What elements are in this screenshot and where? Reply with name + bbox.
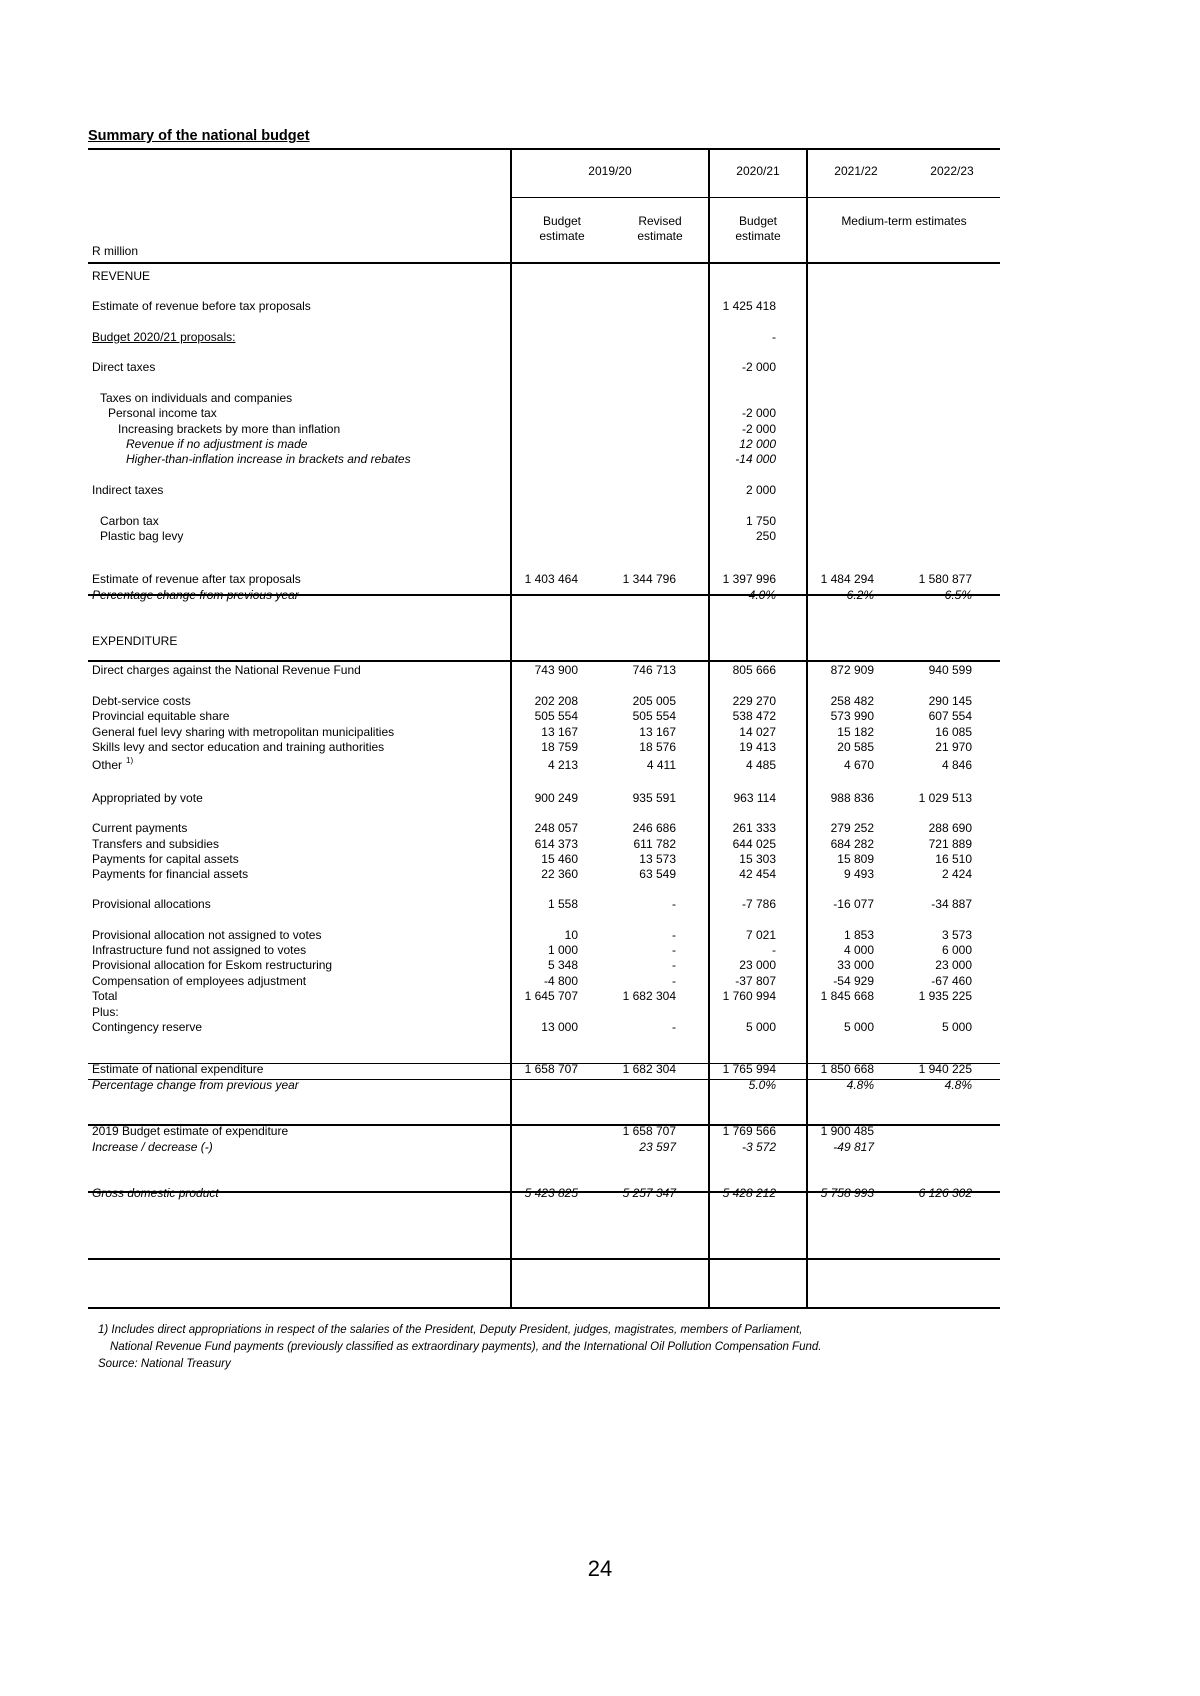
table-row [88, 1004, 1000, 1020]
table-row [88, 820, 1000, 836]
cell-value: 538 472 [732, 709, 776, 723]
cell-value: 1 000 [547, 943, 578, 957]
cell-value: 13 573 [639, 852, 676, 866]
cell-value: -37 807 [735, 974, 776, 988]
cell-value: 4 411 [646, 758, 676, 772]
table-row [88, 421, 1000, 437]
table-row [88, 1139, 1000, 1155]
row-label: Total [92, 989, 118, 1003]
cell-value: 1 425 418 [722, 299, 776, 313]
footnote-1: 1) Includes direct appropriations in respect of the salaries of the President, Deputy President, judges, magistrates, members of Parliament, [98, 1324, 803, 1336]
row-label: Percentage change from previous year [92, 1078, 299, 1092]
table-row [88, 836, 1000, 852]
cell-value: 746 713 [632, 663, 676, 677]
row-label: Current payments [92, 821, 188, 835]
sub-budget-estimate-2019: Budget estimate [539, 214, 585, 243]
cell-value: 4.8% [846, 1078, 874, 1092]
cell-value: 4 000 [843, 943, 874, 957]
cell-value: -3 572 [741, 1140, 776, 1154]
table-row [88, 451, 1000, 467]
table-row [88, 436, 1000, 452]
cell-value: 5 758 993 [820, 1186, 874, 1200]
cell-value: 202 208 [534, 694, 578, 708]
row-label: Estimate of revenue before tax proposals [92, 299, 311, 313]
table-row [88, 896, 1000, 912]
table-row [88, 942, 1000, 958]
cell-value: 288 690 [928, 821, 972, 835]
cell-value: 6 000 [941, 943, 972, 957]
table-row [88, 693, 1000, 709]
row-label: Taxes on individuals and companies [100, 391, 293, 405]
cell-value: 205 005 [632, 694, 676, 708]
cell-value: 805 666 [732, 663, 776, 677]
cell-value: - [672, 958, 676, 972]
cell-value: 5 428 212 [722, 1186, 776, 1200]
footnote-source: Source: National Treasury [98, 1358, 231, 1370]
cell-value: 7 021 [745, 928, 776, 942]
footnotes [98, 1322, 821, 1373]
table-row [88, 571, 1000, 587]
cell-value: 14 027 [739, 725, 776, 739]
cell-value: 18 576 [639, 740, 676, 754]
table-row [88, 724, 1000, 740]
row-label: Transfers and subsidies [92, 837, 219, 851]
table-row [88, 973, 1000, 989]
cell-value: 1 558 [547, 897, 578, 911]
row-label: Revenue if no adjustment is made [126, 437, 308, 451]
cell-value: 2 424 [941, 867, 972, 881]
row-label: REVENUE [92, 269, 151, 283]
cell-value: 644 025 [732, 837, 776, 851]
cell-value: 33 000 [837, 958, 874, 972]
cell-value: 743 900 [534, 663, 578, 677]
row-label: Provincial equitable share [92, 709, 230, 723]
row-label: Provisional allocation for Eskom restructuring [92, 958, 333, 972]
cell-value: 573 990 [830, 709, 874, 723]
table-row [88, 359, 1000, 375]
cell-value: -7 786 [741, 897, 776, 911]
budget-table [88, 148, 1000, 1309]
cell-value: 1 769 566 [722, 1124, 776, 1138]
cell-value: 246 686 [632, 821, 676, 835]
cell-value: 1 682 304 [622, 1062, 676, 1076]
row-label: Personal income tax [108, 406, 217, 420]
cell-value: 3 573 [941, 928, 972, 942]
cell-value: 15 182 [837, 725, 874, 739]
cell-value: 4 846 [941, 758, 972, 772]
row-label: Infrastructure fund not assigned to votes [92, 943, 307, 957]
row-label: Indirect taxes [92, 483, 164, 497]
page-title: Summary of the national budget [88, 128, 310, 144]
cell-value: 15 303 [739, 852, 776, 866]
table-row [88, 757, 1000, 773]
cell-value: 607 554 [928, 709, 972, 723]
cell-value: 1 760 994 [722, 989, 776, 1003]
table-row [88, 390, 1000, 406]
row-label: Direct charges against the National Revenue Fund [92, 663, 361, 677]
cell-value: 16 510 [935, 852, 972, 866]
cell-value: 15 460 [541, 852, 578, 866]
table-row [88, 739, 1000, 755]
row-label: EXPENDITURE [92, 634, 178, 648]
table-row [88, 708, 1000, 724]
row-label: Plus: [92, 1005, 119, 1019]
table-row [88, 298, 1000, 314]
table-row [88, 866, 1000, 882]
cell-value: 872 909 [830, 663, 874, 677]
row-label: Plastic bag levy [100, 529, 184, 543]
rule-bottom [88, 1307, 1000, 1309]
cell-value: 684 282 [830, 837, 874, 851]
cell-value: 1 344 796 [622, 572, 676, 586]
cell-value: 611 782 [633, 837, 676, 851]
cell-value: 22 360 [541, 867, 578, 881]
table-row [88, 268, 1000, 284]
row-label: Provisional allocations [92, 897, 211, 911]
footnote-marker: 1) [126, 756, 134, 765]
cell-value: 4.8% [944, 1078, 972, 1092]
row-label: Percentage change from previous year [92, 588, 299, 602]
cell-value: 1 645 707 [524, 989, 578, 1003]
cell-value: 13 167 [541, 725, 578, 739]
cell-value: 5 000 [941, 1020, 972, 1034]
table-row [88, 513, 1000, 529]
table-row [88, 988, 1000, 1004]
cell-value: 1 900 485 [820, 1124, 874, 1138]
cell-value: 4.0% [748, 588, 776, 602]
cell-value: 13 167 [639, 725, 676, 739]
cell-value: 1 845 668 [820, 989, 874, 1003]
row-label: Estimate of national expenditure [92, 1062, 264, 1076]
row-label: Payments for financial assets [92, 867, 249, 881]
cell-value: 5 348 [547, 958, 578, 972]
table-row [88, 1077, 1000, 1093]
cell-value: 505 554 [632, 709, 676, 723]
table-row [88, 482, 1000, 498]
cell-value: 1 580 877 [918, 572, 972, 586]
rule-year-header [512, 197, 1000, 198]
rule-header-bottom [88, 262, 1000, 264]
table-row [88, 662, 1000, 678]
cell-value: - [672, 974, 676, 988]
cell-value: -4 800 [543, 974, 578, 988]
row-label: Debt-service costs [92, 694, 191, 708]
cell-value: 261 333 [732, 821, 776, 835]
row-label: Direct taxes [92, 360, 156, 374]
cell-value: -2 000 [741, 406, 776, 420]
row-label: Appropriated by vote [92, 791, 203, 805]
row-label: 2019 Budget estimate of expenditure [92, 1124, 289, 1138]
row-label: Carbon tax [100, 514, 159, 528]
cell-value: 614 373 [534, 837, 578, 851]
cell-value: 6 126 302 [918, 1186, 972, 1200]
cell-value: 721 889 [928, 837, 972, 851]
cell-value: 935 591 [632, 791, 676, 805]
row-label: Contingency reserve [92, 1020, 203, 1034]
cell-value: 23 597 [639, 1140, 676, 1154]
row-label: Skills levy and sector education and training authorities [92, 740, 385, 754]
row-label: Compensation of employees adjustment [92, 974, 307, 988]
cell-value: 1 935 225 [918, 989, 972, 1003]
cell-value: 5 000 [843, 1020, 874, 1034]
cell-value: 23 000 [935, 958, 972, 972]
cell-value: 10 [564, 928, 578, 942]
cell-value: -2 000 [741, 360, 776, 374]
row-label: Budget 2020/21 proposals: [92, 330, 236, 344]
footnote-1-cont: National Revenue Fund payments (previously classified as extraordinary payments), and the International Oil Pollution Compensation Fund. [110, 1341, 822, 1353]
cell-value: 4 213 [547, 758, 578, 772]
row-label: Provisional allocation not assigned to votes [92, 928, 322, 942]
cell-value: 42 454 [739, 867, 776, 881]
cell-value: 19 413 [739, 740, 776, 754]
cell-value: 1 682 304 [622, 989, 676, 1003]
cell-value: 1 484 294 [820, 572, 874, 586]
cell-value: 1 397 996 [722, 572, 776, 586]
cell-value: 1 850 668 [820, 1062, 874, 1076]
table-row [88, 1185, 1000, 1201]
unit-label: R million [92, 244, 139, 258]
sub-budget-estimate-2020: Budget estimate [735, 214, 781, 243]
cell-value: - [772, 330, 776, 344]
table-row [88, 1123, 1000, 1139]
cell-value: 5 423 825 [524, 1186, 578, 1200]
cell-value: - [672, 928, 676, 942]
cell-value: 1 940 225 [918, 1062, 972, 1076]
cell-value: 1 658 707 [622, 1124, 676, 1138]
table-row [88, 927, 1000, 943]
cell-value: 900 249 [534, 791, 578, 805]
cell-value: 6.2% [846, 588, 874, 602]
cell-value: 248 057 [534, 821, 578, 835]
row-label: Other [92, 758, 123, 772]
cell-value: -2 000 [741, 422, 776, 436]
sub-revised-estimate-2019: Revised estimate [637, 214, 683, 243]
cell-value: -67 460 [931, 974, 972, 988]
year-2021-22: 2021/22 [834, 164, 878, 178]
cell-value: 21 970 [935, 740, 972, 754]
cell-value: 258 482 [830, 694, 874, 708]
cell-value: -16 077 [833, 897, 874, 911]
cell-value: 279 252 [830, 821, 874, 835]
cell-value: 290 145 [928, 694, 972, 708]
year-2020-21: 2020/21 [736, 164, 780, 178]
year-2022-23: 2022/23 [930, 164, 974, 178]
cell-value: 1 658 707 [524, 1062, 578, 1076]
table-row [88, 329, 1000, 345]
cell-value: 4 670 [843, 758, 874, 772]
cell-value: 1 750 [745, 514, 776, 528]
cell-value: - [772, 943, 776, 957]
cell-value: -34 887 [931, 897, 972, 911]
cell-value: - [672, 943, 676, 957]
row-label: Estimate of revenue after tax proposals [92, 572, 301, 586]
cell-value: - [672, 1020, 676, 1034]
rule-top [88, 148, 1000, 150]
row-label: General fuel levy sharing with metropolitan municipalities [92, 725, 395, 739]
sub-medium-term-estimates: Medium-term estimates [841, 214, 967, 228]
cell-value: 5.0% [748, 1078, 776, 1092]
table-row [88, 957, 1000, 973]
table-row [88, 1061, 1000, 1077]
cell-value: 4 485 [745, 758, 776, 772]
cell-value: 16 085 [935, 725, 972, 739]
cell-value: 9 493 [843, 867, 874, 881]
cell-value: 963 114 [733, 791, 776, 805]
table-row [88, 851, 1000, 867]
row-label: Higher-than-inflation increase in brackets and rebates [126, 452, 411, 466]
table-row [88, 405, 1000, 421]
cell-value: 988 836 [830, 791, 874, 805]
cell-value: 12 000 [739, 437, 776, 451]
table-row [88, 790, 1000, 806]
cell-value: 1 853 [843, 928, 874, 942]
table-row [88, 1019, 1000, 1035]
cell-value: -54 929 [833, 974, 874, 988]
cell-value: 20 585 [837, 740, 874, 754]
cell-value: 1 765 994 [722, 1062, 776, 1076]
cell-value: 940 599 [928, 663, 972, 677]
cell-value: 505 554 [534, 709, 578, 723]
cell-value: 15 809 [837, 852, 874, 866]
cell-value: 229 270 [732, 694, 776, 708]
row-label: Payments for capital assets [92, 852, 239, 866]
cell-value: 2 000 [745, 483, 776, 497]
table-row [88, 633, 1000, 649]
cell-value: 63 549 [639, 867, 676, 881]
cell-value: -14 000 [735, 452, 776, 466]
cell-value: 1 403 464 [524, 572, 578, 586]
cell-value: 5 257 347 [622, 1186, 676, 1200]
cell-value: - [672, 897, 676, 911]
cell-value: 1 029 513 [918, 791, 972, 805]
page-number: 24 [587, 1556, 613, 1581]
cell-value: 6.5% [944, 588, 972, 602]
cell-value: 13 000 [541, 1020, 578, 1034]
table-row [88, 528, 1000, 544]
row-label: Increase / decrease (-) [92, 1140, 213, 1154]
cell-value: 18 759 [541, 740, 578, 754]
table-row [88, 587, 1000, 603]
cell-value: 5 000 [745, 1020, 776, 1034]
row-label: Gross domestic product [92, 1186, 219, 1200]
row-label: Increasing brackets by more than inflation [118, 422, 341, 436]
rule-2019-budget-bottom [88, 1258, 1000, 1260]
cell-value: -49 817 [833, 1140, 874, 1154]
cell-value: 23 000 [739, 958, 776, 972]
year-2019-20: 2019/20 [588, 164, 632, 178]
cell-value: 250 [755, 529, 776, 543]
